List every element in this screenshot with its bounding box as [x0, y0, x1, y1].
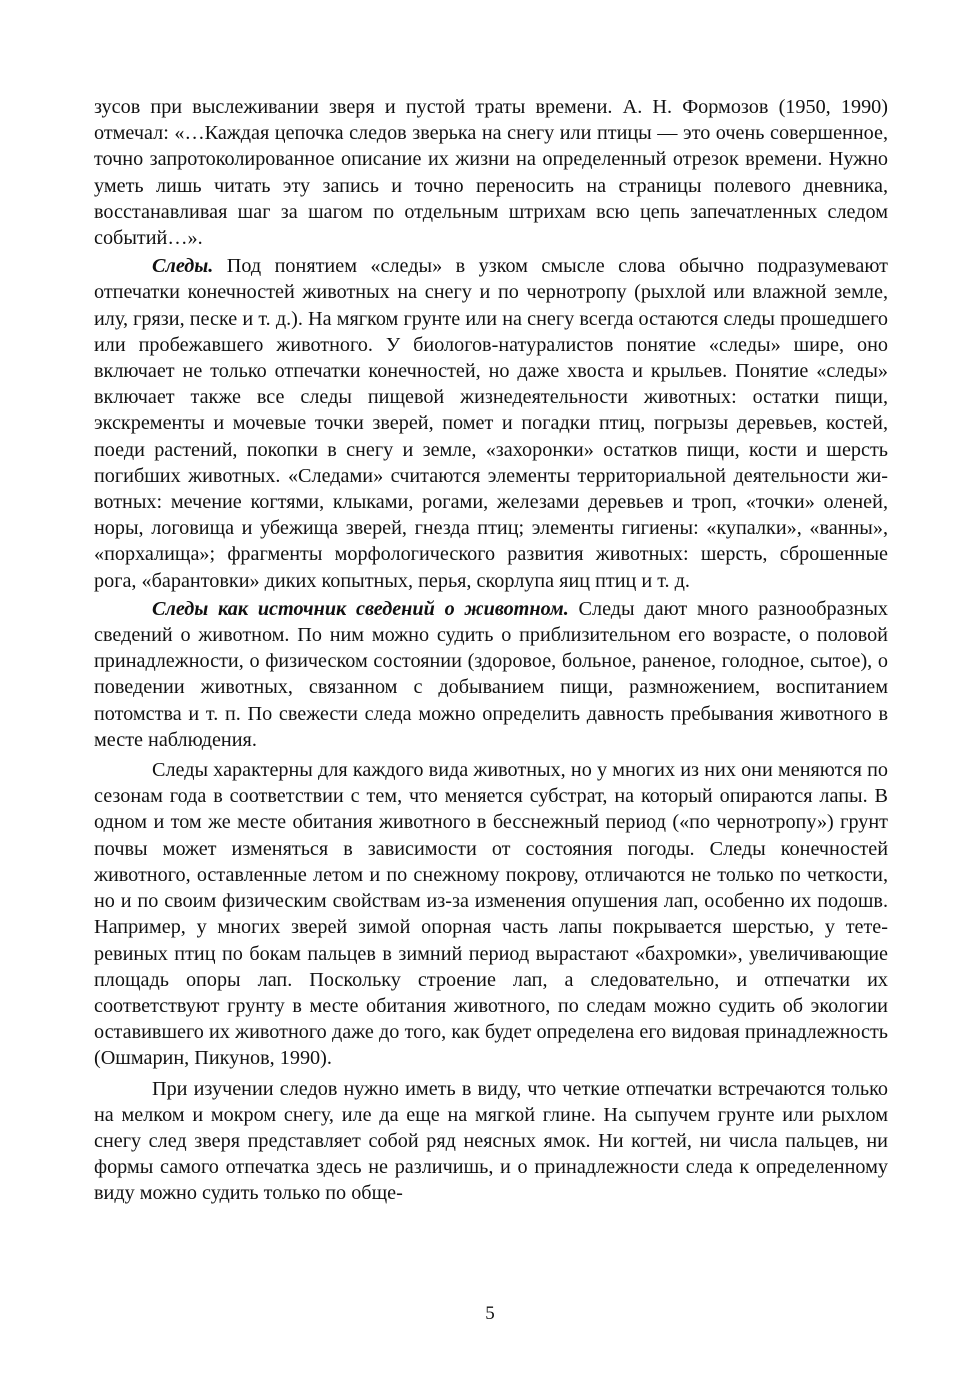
paragraph-1-text: зусов при выслеживании зверя и пустой траты времени. А. Н. Формозов (1950, 1990) отмечал: «…Каждая цепочка следов зверька на снегу или птицы — это очень совершенное, точно запротоколированное описание их жизни на определенный отрезок времени. Нужно уметь лишь читать эту запись и точно переносить на страницы полевого дневника, восстанавливая шаг за шагом по отдельным штрихам всю цепь запечатленных следом событий…». — [94, 96, 888, 250]
paragraph-4 — [94, 757, 888, 1071]
paragraph-5 — [94, 1076, 888, 1207]
paragraph-source-of-info-text: Следы дают много разнообразных сведений о животном. По ним можно судить о приблизительном его возрасте, о половой принадлежности, о физическом состоянии (здоровое, больное, раненое, голодное, сытое), о поведении животных, связанном с добыванием пищи, размножением, воспитанием потомства и т. п. По свежести следа можно определить давность пребывания животного в месте наблюдения. — [94, 597, 888, 751]
page-number: 5 — [485, 1303, 495, 1324]
paragraph-sledy-text: Под понятием «следы» в узком смысле слова обычно подразумевают отпечатки конечностей животных на снегу и по чернотропу (рыхлой или влажной земле, илу, грязи, песке и т. д.). На мягком грунте или на снегу всегда остаются следы прошедшего или пробежавшего животного. У биологов-натуралистов понятие «следы» шире, оно включает не только отпечатки конечностей, но даже хвоста и крыльев. Понятие «следы» включает также все следы пищевой жизнедеятельности животных: остатки пищи, экскременты и мочевые точки зверей, помет и погадки птиц, погрызы деревьев, костей, поеди растений, покопки в снегу и земле, «захоронки» остатков пищи, кости и шерсть погибших животных. «Следами» считаются элементы территориальной деятельности животных: мечение когтями, клыками, рогами, железами деревьев и троп, «точки» оленей, норы, логовища и убежища зверей, гнезда птиц; элементы гигиены: «купалки», «ванны», «порхалища»; фрагменты морфологического развития животных: шерсть, сброшенные рога, «барантовки» диких копытных, перья, скорлупа яиц птиц и т. д. — [94, 255, 888, 592]
paragraph-4-text: Следы характерны для каждого вида животных, но у многих из них они меняются по сезонам года в соответствии с тем, что меняется субстрат, на который опираются лапы. В одном и том же месте обитания животного в бесснежный период («по чернотропу») грунт почвы может изменяться в зависимости от состояния погоды. Следы конечностей животного, оставленные летом и по снежному покрову, отличаются не только по четкости, но и по своим физическим свойствам из-за изменения опушения лап, особенно их подошв. Например, у многих зверей зимой опорная часть лапы покрывается шерстью, у тетеревиных птиц по бокам пальцев в зимний период вырастают «бахромки», увеличивающие площадь опоры лап. Поскольку строение лап, а следовательно, и отпечатки их соответствуют грунту в месте обитания животного, по следам можно судить об экологии оставившего их животного даже до того, как будет определена его видовая принадлежность (Ошмарин, Пикунов, 1990). — [94, 759, 888, 1070]
heading-sledy: Следы. — [152, 255, 214, 278]
paragraph-source-of-info — [94, 596, 888, 753]
paragraph-5-text: При изучении следов нужно иметь в виду, что четкие отпечатки встречаются только на мелком и мокром снегу, иле да еще на мягкой глине. На сыпучем грунте или рыхлом снегу след зверя представляет собой ряд неясных ямок. Ни когтей, ни числа пальцев, ни формы самого отпечатка здесь не различишь, и о принадлежности следа к определенному виду можно судить только по обще- — [94, 1077, 888, 1205]
paragraph-1 — [94, 94, 888, 251]
heading-source-of-info: Следы как источник сведений о животном. — [152, 597, 569, 620]
paragraph-sledy — [94, 253, 888, 594]
page-body — [94, 94, 888, 1207]
